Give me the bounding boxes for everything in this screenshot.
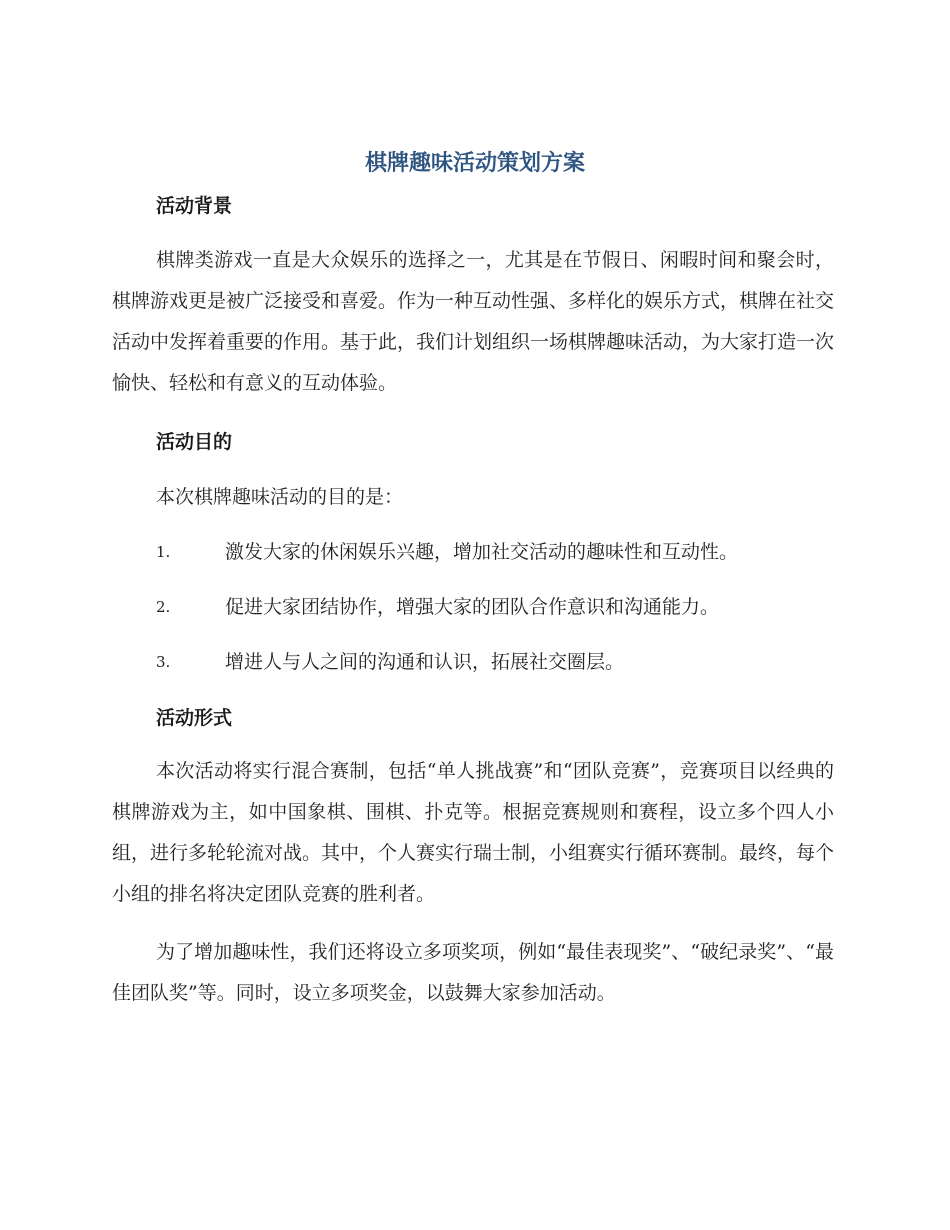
section-heading-purpose: 活动目的 <box>156 431 233 453</box>
list-item <box>156 537 836 567</box>
list-item-text: 激发大家的休闲娱乐兴趣，增加社交活动的趣味性和互动性。 <box>225 541 739 563</box>
purpose-intro: 本次棋牌趣味活动的目的是： <box>156 486 404 508</box>
list-item-number: 1. <box>156 543 171 561</box>
section-heading-format: 活动形式 <box>156 707 233 729</box>
document-title: 棋牌趣味活动策划方案 <box>364 151 585 176</box>
list-item-text: 促进大家团结协作，增强大家的团队合作意识和沟通能力。 <box>225 596 720 618</box>
list-item-number: 3. <box>156 653 171 671</box>
list-item-number: 2. <box>156 598 171 616</box>
section-heading-background: 活动背景 <box>156 195 233 217</box>
awards-paragraph: 为了增加趣味性，我们还将设立多项奖项，例如“最佳表现奖”、“破纪录奖”、“最佳团队奖”等。同时，设立多项奖金，以鼓舞大家参加活动。 <box>112 941 834 1004</box>
format-paragraph: 本次活动将实行混合赛制，包括“单人挑战赛”和“团队竞赛”，竞赛项目以经典的棋牌游戏为主，如中国象棋、围棋、扑克等。根据竞赛规则和赛程，设立多个四人小组，进行多轮轮流对战。其中，个人赛实行瑞士制，小组赛实行循环赛制。最终，每个小组的排名将决定团队竞赛的胜利者。 <box>112 760 835 905</box>
list-item <box>156 592 836 622</box>
list-item <box>156 647 836 677</box>
list-item-text: 增进人与人之间的沟通和认识，拓展社交圈层。 <box>225 651 625 673</box>
background-paragraph: 棋牌类游戏一直是大众娱乐的选择之一，尤其是在节假日、闲暇时间和聚会时，棋牌游戏更是被广泛接受和喜爱。作为一种互动性强、多样化的娱乐方式，棋牌在社交活动中发挥着重要的作用。基于此，我们计划组织一场棋牌趣味活动，为大家打造一次愉快、轻松和有意义的互动体验。 <box>112 249 835 394</box>
